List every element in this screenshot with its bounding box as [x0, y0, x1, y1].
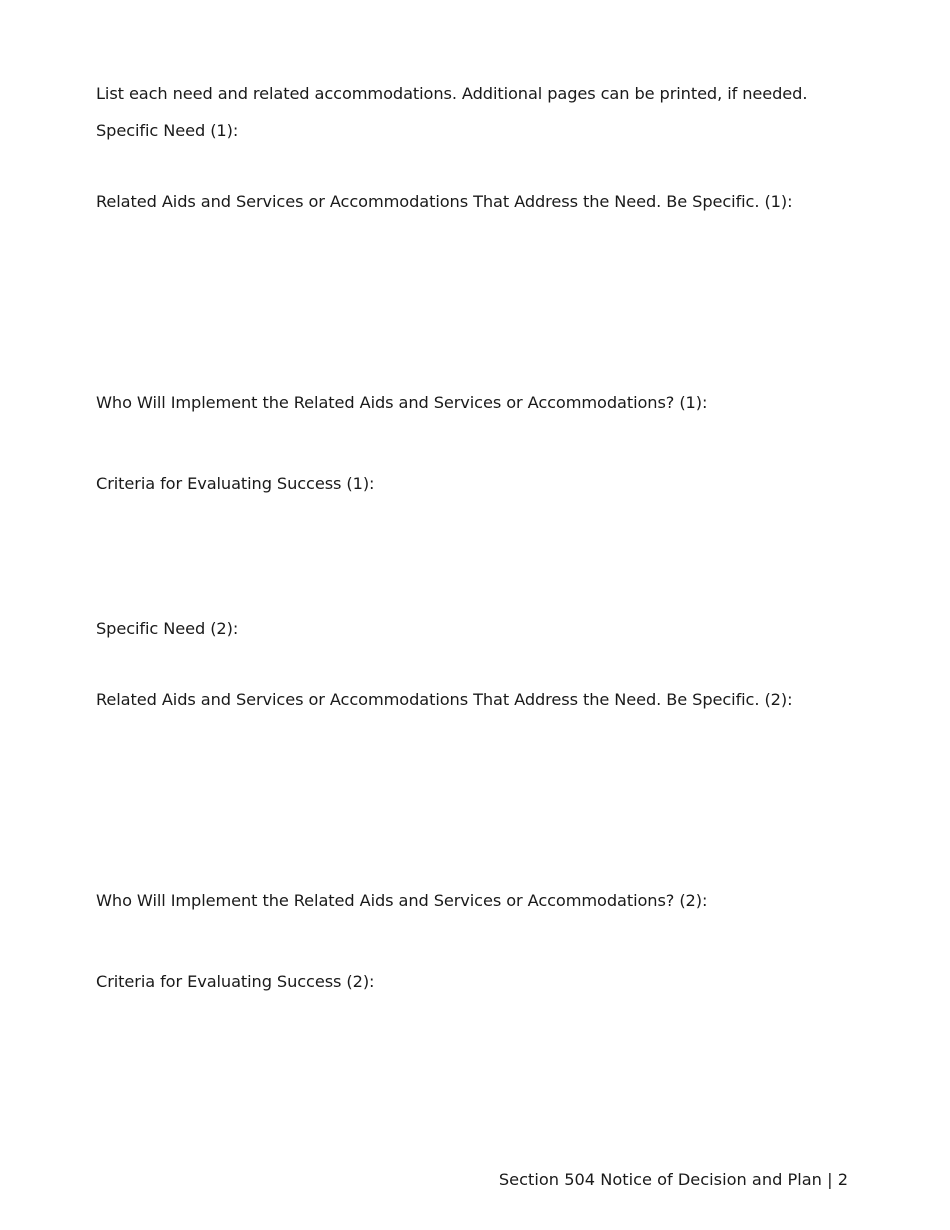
aids-2-label: Related Aids and Services or Accommodations That Address the Need. Be Specific. (2): [96, 690, 793, 709]
implementer-2-field[interactable] [96, 913, 856, 967]
aids-1-label: Related Aids and Services or Accommodations That Address the Need. Be Specific. (1): [96, 192, 793, 211]
implementer-1-field[interactable] [96, 415, 856, 469]
page-footer: Section 504 Notice of Decision and Plan | 2 [498, 1170, 848, 1189]
specific-need-1-label: Specific Need (1): [96, 121, 239, 140]
instructions-text: List each need and related accommodations. Additional pages can be printed, if needed. [96, 84, 808, 103]
aids-2-field[interactable] [96, 712, 856, 886]
implementer-1-label: Who Will Implement the Related Aids and Services or Accommodations? (1): [96, 393, 708, 412]
criteria-2-label: Criteria for Evaluating Success (2): [96, 972, 375, 991]
implementer-2-label: Who Will Implement the Related Aids and Services or Accommodations? (2): [96, 891, 708, 910]
criteria-1-label: Criteria for Evaluating Success (1): [96, 474, 375, 493]
specific-need-2-field[interactable] [96, 641, 856, 685]
specific-need-2-label: Specific Need (2): [96, 619, 239, 638]
aids-1-field[interactable] [96, 214, 856, 388]
criteria-2-field[interactable] [96, 994, 856, 1124]
criteria-1-field[interactable] [96, 496, 856, 610]
specific-need-1-field[interactable] [96, 143, 856, 187]
